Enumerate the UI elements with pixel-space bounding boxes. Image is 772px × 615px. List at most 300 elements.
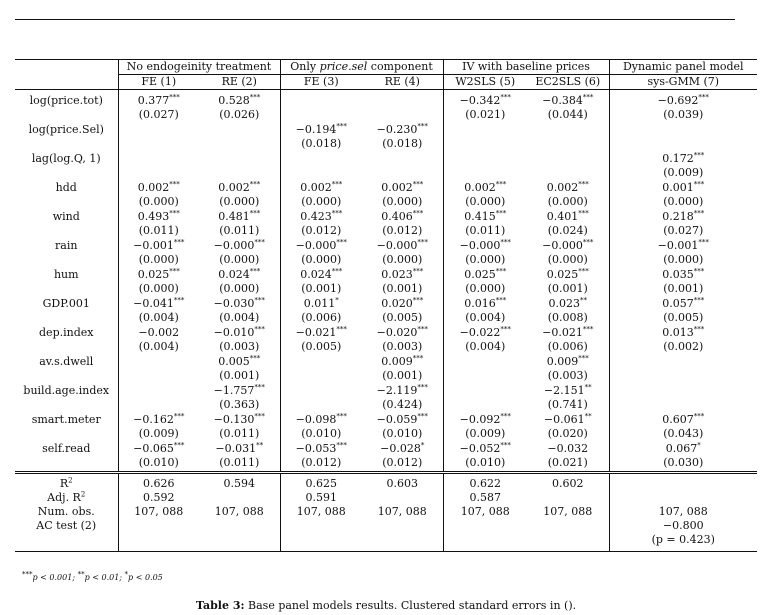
group-header-dynamic: Dynamic panel model xyxy=(609,60,757,75)
coefficient xyxy=(201,123,278,137)
coefficient: −0.061** xyxy=(543,412,592,426)
coefficient: −0.000*** xyxy=(376,238,428,252)
group-header-row xyxy=(15,60,757,75)
stat-value xyxy=(199,491,280,505)
standard-error: (0.043) xyxy=(663,427,704,440)
stat-value: 107, 088 xyxy=(377,505,427,518)
standard-error: (0.000) xyxy=(219,282,260,295)
coefficient xyxy=(283,355,361,369)
coef-cell xyxy=(609,326,757,355)
group-header-price-sel: Only price.sel component xyxy=(280,60,443,75)
standard-error: (0.006) xyxy=(301,311,342,324)
coef-cell xyxy=(362,239,443,268)
stat-value: 107, 088 xyxy=(443,505,527,519)
coef-cell xyxy=(527,210,609,239)
coef-cell xyxy=(199,181,280,210)
standard-error: (0.005) xyxy=(382,311,423,324)
table-row xyxy=(15,384,757,413)
standard-error: (0.020) xyxy=(547,427,588,440)
variable-name: lag(log.Q, 1) xyxy=(31,152,101,165)
coefficient xyxy=(283,94,361,108)
coefficient: 0.023*** xyxy=(381,267,424,281)
group-header-iv: IV with baseline prices xyxy=(443,60,609,75)
variable-name: wind xyxy=(52,210,80,223)
coefficient xyxy=(612,355,756,369)
coef-cell xyxy=(443,123,527,152)
variable-name: GDP.001 xyxy=(42,297,90,310)
coefficient: −0.230*** xyxy=(376,122,428,136)
variable-name: smart.meter xyxy=(31,413,101,426)
coefficient xyxy=(201,152,278,166)
table-row xyxy=(15,355,757,384)
coefficient: −0.000*** xyxy=(213,238,265,252)
coefficient: 0.025*** xyxy=(137,267,180,281)
coef-cell xyxy=(362,123,443,152)
variable-name: hum xyxy=(53,268,79,281)
coef-cell xyxy=(362,355,443,384)
standard-error: (0.000) xyxy=(663,253,704,266)
model-header: RE (2) xyxy=(199,75,280,90)
coefficient: 0.035*** xyxy=(662,267,705,281)
table-row xyxy=(15,442,757,473)
coef-cell xyxy=(280,210,362,239)
standard-error: (0.024) xyxy=(547,224,588,237)
coefficient: 0.057*** xyxy=(662,296,705,310)
standard-error: (0.009) xyxy=(663,166,704,179)
coef-cell xyxy=(280,152,362,181)
caption-label: Table 3: xyxy=(195,599,245,612)
stat-value xyxy=(199,519,280,533)
coef-cell xyxy=(362,210,443,239)
standard-error: (0.000) xyxy=(547,253,588,266)
coefficient xyxy=(529,152,607,166)
stat-value: 0.626 xyxy=(118,473,199,492)
standard-error: (0.021) xyxy=(465,108,506,121)
variable-name: self.read xyxy=(42,442,91,455)
standard-error: (0.009) xyxy=(138,427,179,440)
model-header-row xyxy=(15,75,757,90)
coef-cell xyxy=(443,210,527,239)
coefficient xyxy=(283,152,361,166)
stat-value xyxy=(118,533,199,552)
coefficient: 0.011* xyxy=(303,296,339,310)
coefficient: 0.016*** xyxy=(464,296,507,310)
stats-row xyxy=(15,505,757,519)
stat-value xyxy=(527,491,609,505)
standard-error: (0.030) xyxy=(663,456,704,469)
coefficient: 0.002*** xyxy=(381,180,424,194)
coef-cell xyxy=(118,384,199,413)
coefficient xyxy=(121,355,198,369)
standard-error: (0.012) xyxy=(382,224,423,237)
standard-error: (0.363) xyxy=(219,398,260,411)
caption-text: Base panel models results. Clustered standard errors in (). xyxy=(244,599,577,612)
standard-error: (0.000) xyxy=(382,253,423,266)
stat-label: Adj. $R^2$ xyxy=(47,490,86,504)
coefficient: −0.342*** xyxy=(459,93,511,107)
coefficient: 0.493*** xyxy=(137,209,180,223)
coefficient xyxy=(446,355,526,369)
coefficient: −0.162*** xyxy=(133,412,185,426)
standard-error: (0.000) xyxy=(301,195,342,208)
coef-cell xyxy=(609,90,757,124)
coef-cell xyxy=(362,442,443,473)
coef-cell xyxy=(280,181,362,210)
standard-error: (0.003) xyxy=(382,340,423,353)
coefficient: −0.065*** xyxy=(133,441,185,455)
coef-cell xyxy=(199,123,280,152)
table-caption xyxy=(0,599,772,612)
standard-error: (0.000) xyxy=(465,282,506,295)
coefficient: 0.607*** xyxy=(662,412,705,426)
standard-error: (0.000) xyxy=(663,195,704,208)
variable-name: log(price.tot) xyxy=(29,94,103,107)
stat-value: 0.602 xyxy=(527,473,609,492)
standard-error: (0.018) xyxy=(382,137,423,150)
coef-cell xyxy=(443,239,527,268)
standard-error: (0.002) xyxy=(663,340,704,353)
standard-error: (0.026) xyxy=(219,108,260,121)
stat-value xyxy=(443,519,527,533)
coef-cell xyxy=(362,152,443,181)
standard-error: (0.741) xyxy=(547,398,588,411)
coef-cell xyxy=(118,442,199,473)
model-header: FE (3) xyxy=(280,75,362,90)
stat-value xyxy=(527,519,609,533)
top-rule xyxy=(15,19,735,20)
coefficient: −0.001*** xyxy=(657,238,709,252)
coefficient: 0.009*** xyxy=(381,354,424,368)
coefficient xyxy=(121,152,198,166)
coefficient: 0.002*** xyxy=(464,180,507,194)
coefficient: −0.022*** xyxy=(459,325,511,339)
stat-value: 107, 088 xyxy=(118,505,199,519)
coef-cell xyxy=(609,239,757,268)
standard-error: (0.005) xyxy=(301,340,342,353)
coef-cell xyxy=(609,268,757,297)
coefficient: −0.000*** xyxy=(542,238,594,252)
standard-error: (0.000) xyxy=(382,195,423,208)
coefficient: −0.092*** xyxy=(459,412,511,426)
coef-cell xyxy=(280,384,362,413)
standard-error: (0.003) xyxy=(219,340,260,353)
coefficient: −2.151** xyxy=(543,383,592,397)
stat-value: −0.800 xyxy=(609,519,757,533)
coef-cell xyxy=(362,384,443,413)
coefficient: −0.001*** xyxy=(133,238,185,252)
variable-name: log(price.Sel) xyxy=(28,123,104,136)
stat-value: 107, 088 xyxy=(280,505,362,519)
standard-error: (0.000) xyxy=(219,195,260,208)
coefficient-body xyxy=(15,90,757,473)
coefficient: −2.119*** xyxy=(376,383,428,397)
stat-value xyxy=(280,533,362,552)
coefficient: −0.010*** xyxy=(213,325,265,339)
coef-cell xyxy=(609,355,757,384)
coefficient: −0.053*** xyxy=(295,441,347,455)
coef-cell xyxy=(118,210,199,239)
variable-name: rain xyxy=(55,239,78,252)
coefficient: −0.130*** xyxy=(213,412,265,426)
standard-error: (0.010) xyxy=(382,427,423,440)
coef-cell xyxy=(199,268,280,297)
coef-cell xyxy=(527,442,609,473)
standard-error: (0.003) xyxy=(547,369,588,382)
standard-error: (0.011) xyxy=(219,427,260,440)
coef-cell xyxy=(118,181,199,210)
coefficient: −0.059*** xyxy=(376,412,428,426)
coef-cell xyxy=(362,181,443,210)
coef-cell xyxy=(609,413,757,442)
coef-cell xyxy=(443,326,527,355)
coef-cell xyxy=(280,268,362,297)
coefficient: 0.025*** xyxy=(546,267,589,281)
standard-error: (0.021) xyxy=(547,456,588,469)
standard-error: (0.006) xyxy=(547,340,588,353)
coefficient: 0.002*** xyxy=(300,180,343,194)
coef-cell xyxy=(280,355,362,384)
coef-cell xyxy=(118,297,199,326)
model-header: W2SLS (5) xyxy=(443,75,527,90)
standard-error: (0.001) xyxy=(219,369,260,382)
table-row xyxy=(15,413,757,442)
stat-value: 0.622 xyxy=(443,473,527,492)
coefficient: −0.032 xyxy=(547,442,589,455)
coefficient: 0.423*** xyxy=(300,209,343,223)
standard-error: (0.000) xyxy=(301,253,342,266)
coefficient: 0.406*** xyxy=(381,209,424,223)
coefficient: 0.528*** xyxy=(218,93,261,107)
coef-cell xyxy=(118,355,199,384)
coef-cell xyxy=(443,355,527,384)
standard-error: (0.012) xyxy=(382,456,423,469)
standard-error: (0.004) xyxy=(138,311,179,324)
coef-cell xyxy=(118,268,199,297)
stat-value xyxy=(609,473,757,492)
stat-value: 0.587 xyxy=(443,491,527,505)
coef-cell xyxy=(199,413,280,442)
standard-error: (0.001) xyxy=(301,282,342,295)
coef-cell xyxy=(609,181,757,210)
coef-cell xyxy=(527,181,609,210)
coefficient: −0.030*** xyxy=(213,296,265,310)
stat-value: 0.603 xyxy=(362,473,443,492)
coefficient xyxy=(529,123,607,137)
coefficient: −0.002 xyxy=(138,326,180,339)
stat-value xyxy=(527,533,609,552)
coef-cell xyxy=(199,384,280,413)
stat-value xyxy=(609,491,757,505)
coef-cell xyxy=(443,297,527,326)
standard-error: (0.010) xyxy=(465,456,506,469)
stat-value xyxy=(443,533,527,552)
coefficient: 0.023** xyxy=(548,296,588,310)
standard-error: (0.000) xyxy=(138,195,179,208)
coef-cell xyxy=(118,152,199,181)
coefficient: −0.021*** xyxy=(295,325,347,339)
coef-cell xyxy=(199,297,280,326)
coef-cell xyxy=(118,239,199,268)
standard-error: (0.009) xyxy=(465,427,506,440)
coef-cell xyxy=(199,442,280,473)
coefficient: −0.021*** xyxy=(542,325,594,339)
coef-cell xyxy=(280,123,362,152)
standard-error: (0.000) xyxy=(219,253,260,266)
standard-error: (0.004) xyxy=(138,340,179,353)
coef-cell xyxy=(527,384,609,413)
standard-error: (0.001) xyxy=(547,282,588,295)
coef-cell xyxy=(362,297,443,326)
coefficient xyxy=(446,384,526,398)
coef-cell xyxy=(280,90,362,124)
coef-cell xyxy=(609,152,757,181)
stat-value xyxy=(280,519,362,533)
significance-footnote: ***p < 0.001; **p < 0.01; *p < 0.05 xyxy=(22,570,163,582)
model-header: RE (4) xyxy=(362,75,443,90)
coefficient: −0.692*** xyxy=(657,93,709,107)
standard-error: (0.000) xyxy=(465,195,506,208)
standard-error: (0.001) xyxy=(663,282,704,295)
coef-cell xyxy=(443,90,527,124)
table-row xyxy=(15,268,757,297)
table-row xyxy=(15,239,757,268)
coefficient: 0.025*** xyxy=(464,267,507,281)
table-row xyxy=(15,152,757,181)
coef-cell xyxy=(443,442,527,473)
coef-cell xyxy=(118,326,199,355)
coefficient xyxy=(446,152,526,166)
model-header: FE (1) xyxy=(118,75,199,90)
standard-error: (0.424) xyxy=(382,398,423,411)
stat-value xyxy=(362,533,443,552)
results-table xyxy=(15,59,757,552)
coefficient: −0.028* xyxy=(380,441,425,455)
coef-cell xyxy=(443,413,527,442)
coefficient: 0.002*** xyxy=(546,180,589,194)
coef-cell xyxy=(527,152,609,181)
coef-cell xyxy=(609,297,757,326)
coef-cell xyxy=(609,123,757,152)
coef-cell xyxy=(118,413,199,442)
coefficient: 0.218*** xyxy=(662,209,705,223)
standard-error: (0.004) xyxy=(219,311,260,324)
stat-value xyxy=(362,519,443,533)
stat-value: (p = 0.423) xyxy=(609,533,757,552)
stat-value xyxy=(362,491,443,505)
coef-cell xyxy=(443,268,527,297)
coefficient xyxy=(612,384,756,398)
coef-cell xyxy=(527,239,609,268)
standard-error: (0.008) xyxy=(547,311,588,324)
standard-error: (0.001) xyxy=(382,282,423,295)
stat-value: 107, 088 xyxy=(214,505,264,518)
coefficient xyxy=(283,384,361,398)
coefficient: 0.401*** xyxy=(546,209,589,223)
variable-name: av.s.dwell xyxy=(39,355,94,368)
standard-error: (0.001) xyxy=(382,369,423,382)
coef-cell xyxy=(199,326,280,355)
coef-cell xyxy=(609,384,757,413)
coefficient: 0.067* xyxy=(665,441,701,455)
coef-cell xyxy=(443,152,527,181)
coefficient xyxy=(121,384,198,398)
coefficient xyxy=(612,123,756,137)
standard-error: (0.012) xyxy=(301,224,342,237)
coefficient: −0.031** xyxy=(215,441,264,455)
model-header: EC2SLS (6) xyxy=(527,75,609,90)
coefficient xyxy=(364,94,441,108)
coef-cell xyxy=(527,90,609,124)
table-row xyxy=(15,90,757,124)
stat-value: 0.592 xyxy=(118,491,199,505)
coefficient: 0.172*** xyxy=(662,151,705,165)
standard-error: (0.039) xyxy=(663,108,704,121)
table-row xyxy=(15,326,757,355)
coef-cell xyxy=(280,326,362,355)
coefficient: −0.000*** xyxy=(459,238,511,252)
coef-cell xyxy=(443,384,527,413)
coef-cell xyxy=(443,181,527,210)
coef-cell xyxy=(362,413,443,442)
coefficient xyxy=(446,123,526,137)
standard-error: (0.011) xyxy=(138,224,179,237)
standard-error: (0.018) xyxy=(301,137,342,150)
variable-name: build.age.index xyxy=(23,384,110,397)
standard-error: (0.011) xyxy=(219,456,260,469)
coefficient: −0.384*** xyxy=(542,93,594,107)
stat-value: 0.594 xyxy=(199,473,280,492)
coef-cell xyxy=(527,297,609,326)
stats-row xyxy=(15,533,757,552)
coefficient: −1.757*** xyxy=(213,383,265,397)
coefficient: 0.002*** xyxy=(137,180,180,194)
coefficient: −0.020*** xyxy=(376,325,428,339)
coef-cell xyxy=(199,210,280,239)
coefficient: −0.194*** xyxy=(295,122,347,136)
coefficient: 0.415*** xyxy=(464,209,507,223)
standard-error: (0.004) xyxy=(465,340,506,353)
coef-cell xyxy=(609,210,757,239)
coefficient: 0.020*** xyxy=(381,296,424,310)
standard-error: (0.004) xyxy=(465,311,506,324)
variable-name: dep.index xyxy=(39,326,94,339)
coef-cell xyxy=(527,413,609,442)
table-row xyxy=(15,210,757,239)
coefficient: 0.001*** xyxy=(662,180,705,194)
coef-cell xyxy=(199,90,280,124)
table-row xyxy=(15,297,757,326)
standard-error: (0.005) xyxy=(663,311,704,324)
coef-cell xyxy=(280,442,362,473)
model-header: sys-GMM (7) xyxy=(609,75,757,90)
stat-label: AC test (2) xyxy=(36,519,97,532)
coefficient xyxy=(364,152,441,166)
coef-cell xyxy=(609,442,757,473)
coef-cell xyxy=(362,268,443,297)
coef-cell xyxy=(199,239,280,268)
coefficient: 0.024*** xyxy=(300,267,343,281)
standard-error: (0.044) xyxy=(547,108,588,121)
standard-error: (0.000) xyxy=(465,253,506,266)
corner-cell-2 xyxy=(15,75,118,90)
standard-error: (0.000) xyxy=(138,282,179,295)
stats-row xyxy=(15,491,757,505)
coef-cell xyxy=(527,123,609,152)
coefficient: 0.377*** xyxy=(137,93,180,107)
group-header-no-endog: No endogeinity treatment xyxy=(118,60,280,75)
stat-value: 0.625 xyxy=(280,473,362,492)
coef-cell xyxy=(118,123,199,152)
